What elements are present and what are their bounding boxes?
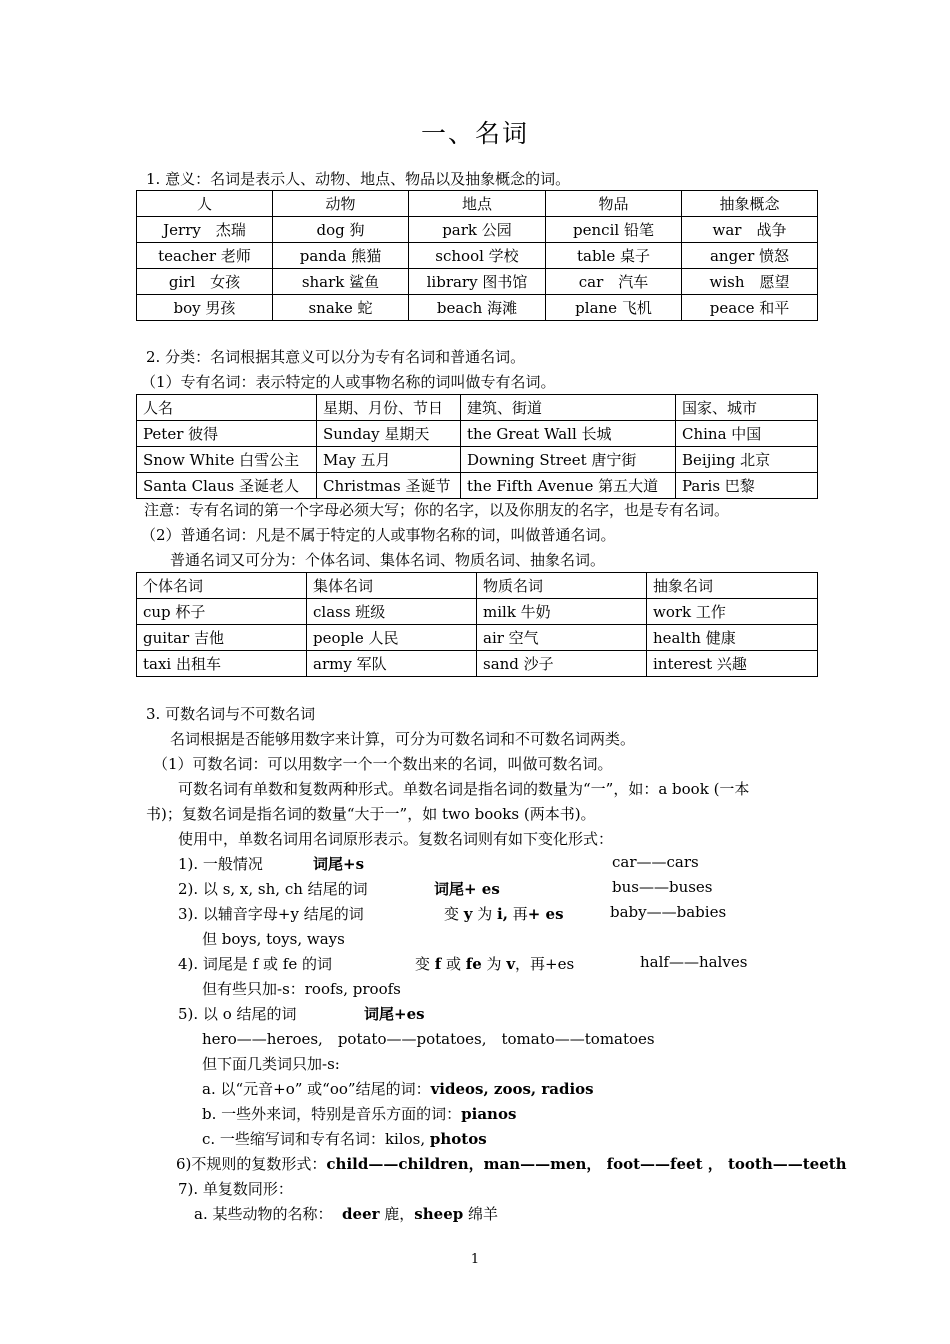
table-cell: the Great Wall 长城 <box>461 421 676 447</box>
table-header: 集体名词 <box>307 573 477 599</box>
table-cell: taxi 出租车 <box>137 651 307 677</box>
meaning-table <box>136 190 818 321</box>
rule-text: 或 <box>441 955 466 973</box>
rule-text: 为 <box>472 905 498 923</box>
table-cell: panda 熊猫 <box>273 243 409 269</box>
table-cell: Paris 巴黎 <box>676 473 818 499</box>
rule-3-label: 3). 以辅音字母+y 结尾的词 <box>178 905 364 923</box>
rule-text: c. 一些缩写词和专有名词：kilos, <box>202 1130 430 1148</box>
rule-5-exception: 但下面几类词只加-s: <box>202 1055 340 1073</box>
table-cell: girl 女孩 <box>137 269 273 295</box>
table-cell: dog 狗 <box>273 217 409 243</box>
section-3-heading: 3. 可数名词与不可数名词 <box>146 705 316 723</box>
table-row <box>137 599 818 625</box>
table-cell: army 军队 <box>307 651 477 677</box>
rule-5-rule: 词尾+es <box>364 1005 425 1023</box>
countable-intro: 名词根据是否能够用数字来计算，可分为可数名词和不可数名词两类。 <box>170 730 636 748</box>
rule-text: videos, zoos, radios <box>430 1080 594 1098</box>
rule-5-label: 5). 以 o 结尾的词 <box>178 1005 297 1023</box>
table-cell: Jerry 杰瑞 <box>137 217 273 243</box>
rule-text: 变 <box>415 955 435 973</box>
usage-line: 使用中，单数名词用名词原形表示。复数名词则有如下变化形式： <box>178 830 614 848</box>
rule-text: 鹿， <box>379 1205 415 1223</box>
table-cell: war 战争 <box>682 217 818 243</box>
table-cell: Snow White 白雪公主 <box>137 447 317 473</box>
table-row <box>137 217 818 243</box>
rule-text: 再 <box>507 905 528 923</box>
page-number: 1 <box>470 1252 480 1267</box>
table-row <box>137 651 818 677</box>
table-row <box>137 295 818 321</box>
table-header: 国家、城市 <box>676 395 818 421</box>
table-cell: interest 兴趣 <box>647 651 818 677</box>
forms-line-2: 书)；复数名词是指名词的数量“大于一”，如 two books (两本书)。 <box>146 805 596 823</box>
table-header: 个体名词 <box>137 573 307 599</box>
table-header: 建筑、街道 <box>461 395 676 421</box>
proper-noun-note: 注意：专有名词的第一个字母必须大写；你的名字，以及你朋友的名字，也是专有名词。 <box>144 501 730 519</box>
table-cell: milk 牛奶 <box>477 599 647 625</box>
table-row <box>137 243 818 269</box>
rule-5-examples: hero——heroes, potato——potatoes, tomato——tomatoes <box>202 1030 655 1048</box>
table-cell: Downing Street 唐宁街 <box>461 447 676 473</box>
table-cell: Christmas 圣诞节 <box>317 473 461 499</box>
rule-6 <box>176 1153 847 1174</box>
rule-text: a. 以“元音+o” 或“oo”结尾的词： <box>202 1080 431 1098</box>
table-cell: anger 愤怒 <box>682 243 818 269</box>
rule-4-label: 4). 词尾是 f 或 fe 的词 <box>178 955 332 973</box>
table-cell: Sunday 星期天 <box>317 421 461 447</box>
countable-definition: （1）可数名词：可以用数字一个一个数出来的名词，叫做可数名词。 <box>153 755 613 773</box>
rule-text: + es <box>527 905 564 923</box>
table-cell: people 人民 <box>307 625 477 651</box>
table-row <box>137 473 818 499</box>
rule-7a <box>194 1203 498 1224</box>
rule-1-example: car——cars <box>612 853 699 871</box>
table-row <box>137 421 818 447</box>
table-cell: China 中国 <box>676 421 818 447</box>
table-cell: sand 沙子 <box>477 651 647 677</box>
table-header: 地点 <box>409 191 546 217</box>
rule-1-rule: 词尾+s <box>313 855 365 873</box>
table-header-row <box>137 395 818 421</box>
table-cell: class 班级 <box>307 599 477 625</box>
table-cell: guitar 吉他 <box>137 625 307 651</box>
rule-text: 绵羊 <box>463 1205 499 1223</box>
rule-text: photos <box>429 1130 487 1148</box>
table-cell: car 汽车 <box>546 269 682 295</box>
table-cell: pencil 铅笔 <box>546 217 682 243</box>
rule-text: i, <box>497 905 508 923</box>
rule-7-label: 7). 单复数同形： <box>178 1180 293 1198</box>
rule-5b <box>202 1103 516 1124</box>
table-cell: May 五月 <box>317 447 461 473</box>
rule-3-example: baby——babies <box>610 903 727 921</box>
table-cell: teacher 老师 <box>137 243 273 269</box>
rule-2-label: 2). 以 s, x, sh, ch 结尾的词 <box>178 880 368 898</box>
rule-3-rule <box>444 903 564 924</box>
rule-text: pianos <box>461 1105 517 1123</box>
rule-text: ，再+es <box>515 955 575 973</box>
table-cell: shark 鲨鱼 <box>273 269 409 295</box>
table-cell: snake 蛇 <box>273 295 409 321</box>
rule-text: y <box>463 905 473 923</box>
table-cell: Beijing 北京 <box>676 447 818 473</box>
proper-noun-intro: （1）专有名词：表示特定的人或事物名称的词叫做专有名词。 <box>141 373 556 391</box>
table-cell: beach 海滩 <box>409 295 546 321</box>
rule-5c <box>202 1128 487 1149</box>
table-cell: air 空气 <box>477 625 647 651</box>
table-cell: school 学校 <box>409 243 546 269</box>
section-1-heading: 1. 意义：名词是表示人、动物、地点、物品以及抽象概念的词。 <box>146 170 571 188</box>
table-cell: library 图书馆 <box>409 269 546 295</box>
table-header: 星期、月份、节日 <box>317 395 461 421</box>
proper-noun-table <box>136 394 818 499</box>
rule-text: sheep <box>414 1205 464 1223</box>
table-header: 物品 <box>546 191 682 217</box>
table-header-row <box>137 191 818 217</box>
common-noun-table <box>136 572 818 677</box>
table-row <box>137 447 818 473</box>
table-cell: table 桌子 <box>546 243 682 269</box>
table-header: 抽象名词 <box>647 573 818 599</box>
common-noun-intro: （2）普通名词：凡是不属于特定的人或事物名称的词，叫做普通名词。 <box>141 526 616 544</box>
table-cell: peace 和平 <box>682 295 818 321</box>
table-cell: boy 男孩 <box>137 295 273 321</box>
table-cell: work 工作 <box>647 599 818 625</box>
rule-text: deer <box>342 1205 380 1223</box>
rule-2-example: bus——buses <box>612 878 713 896</box>
table-row <box>137 625 818 651</box>
table-cell: plane 飞机 <box>546 295 682 321</box>
rule-text: f <box>434 955 442 973</box>
rule-text: v <box>506 955 516 973</box>
rule-3-exception: 但 boys, toys, ways <box>202 930 345 948</box>
table-header: 人名 <box>137 395 317 421</box>
rule-2-rule: 词尾+ es <box>434 880 500 898</box>
rule-4-rule <box>415 953 574 974</box>
table-cell: the Fifth Avenue 第五大道 <box>461 473 676 499</box>
rule-text: 6)不规则的复数形式： <box>176 1155 327 1173</box>
table-row <box>137 269 818 295</box>
rule-text: fe <box>465 955 482 973</box>
rule-4-example: half——halves <box>640 953 748 971</box>
rule-text: child——children，man——men， foot——feet ， tooth——teeth <box>326 1155 847 1173</box>
table-cell: cup 杯子 <box>137 599 307 625</box>
table-header: 抽象概念 <box>682 191 818 217</box>
rule-4-exception: 但有些只加-s：roofs, proofs <box>202 980 401 998</box>
rule-text: b. 一些外来词，特别是音乐方面的词： <box>202 1105 462 1123</box>
table-cell: Peter 彼得 <box>137 421 317 447</box>
forms-line-1: 可数名词有单数和复数两种形式。单数名词是指名词的数量为“一”，如：a book (一本 <box>178 780 750 798</box>
table-cell: Santa Claus 圣诞老人 <box>137 473 317 499</box>
section-2-heading: 2. 分类：名词根据其意义可以分为专有名词和普通名词。 <box>146 348 526 366</box>
table-cell: park 公园 <box>409 217 546 243</box>
rule-text: a. 某些动物的名称： <box>194 1205 333 1223</box>
table-header-row <box>137 573 818 599</box>
page-title: 一、名词 <box>420 119 529 148</box>
rule-1-label: 1). 一般情况 <box>178 855 263 873</box>
table-header: 人 <box>137 191 273 217</box>
table-cell: wish 愿望 <box>682 269 818 295</box>
common-noun-subtypes: 普通名词又可分为：个体名词、集体名词、物质名词、抽象名词。 <box>170 551 606 569</box>
rule-text: 变 <box>444 905 464 923</box>
table-cell: health 健康 <box>647 625 818 651</box>
rule-5a <box>202 1078 594 1099</box>
rule-text: 为 <box>481 955 507 973</box>
table-header: 物质名词 <box>477 573 647 599</box>
table-header: 动物 <box>273 191 409 217</box>
